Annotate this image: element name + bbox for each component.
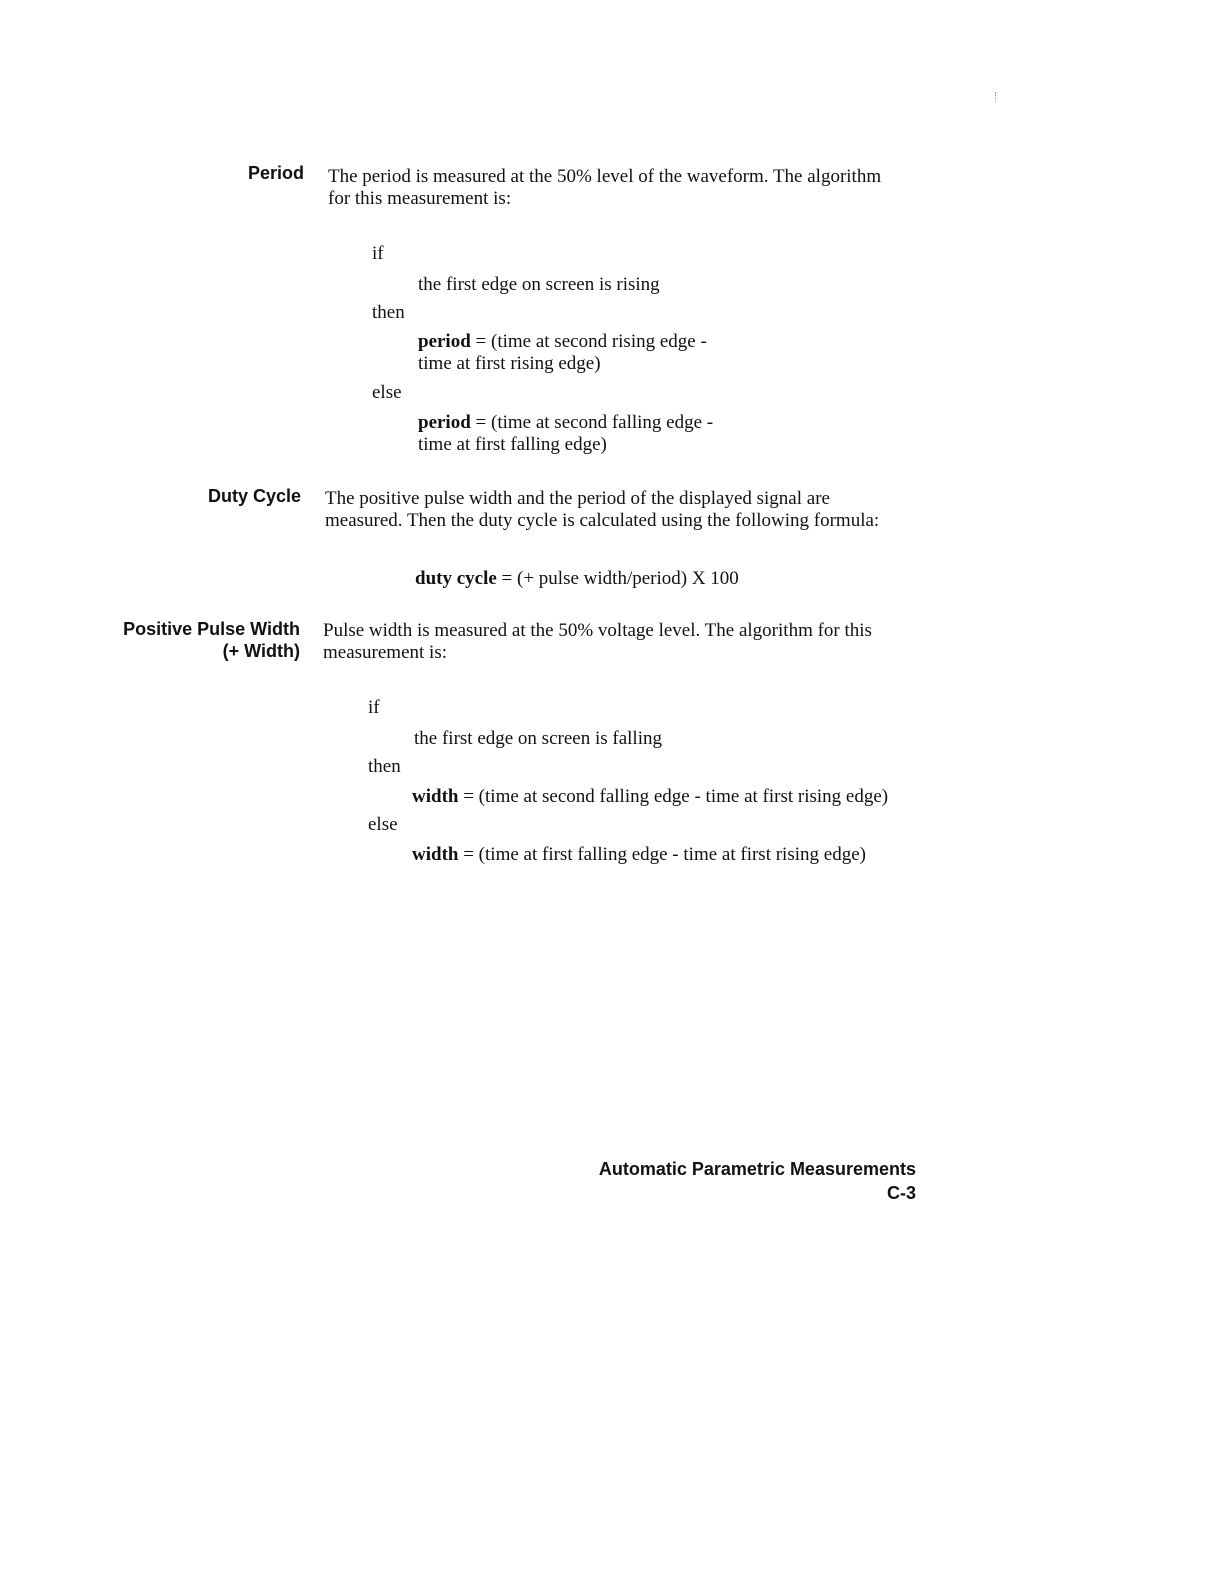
ppw-then-variable: width	[412, 786, 459, 807]
period-condition: the first edge on screen is rising	[418, 274, 660, 295]
ppw-desc-line2: measurement is:	[323, 642, 447, 663]
positive-pulse-width-description	[323, 620, 872, 664]
period-desc-line1: The period is measured at the 50% level of the waveform. The algorithm	[328, 166, 882, 187]
period-else-variable: period	[418, 412, 471, 433]
ppw-desc-line1: Pulse width is measured at the 50% voltage level. The algorithm for this	[323, 620, 872, 641]
period-else-line1	[418, 412, 713, 434]
duty-cycle-expression: = (+ pulse width/period) X 100	[496, 568, 739, 589]
ppw-else-formula	[412, 844, 866, 866]
duty-cycle-variable: duty cycle	[415, 568, 497, 589]
period-else-expression: = (time at second falling edge -	[470, 412, 714, 433]
ppw-then-keyword: then	[368, 756, 401, 777]
period-then-expression: = (time at second rising edge -	[470, 331, 707, 352]
period-then-line2: time at first rising edge)	[418, 353, 601, 374]
positive-pulse-width-heading-line2: (+ Width)	[222, 641, 300, 661]
page-number: C-3	[886, 1183, 916, 1203]
positive-pulse-width-heading	[123, 618, 300, 662]
ppw-condition: the first edge on screen is falling	[414, 728, 662, 749]
ppw-then-expression: = (time at second falling edge - time at first rising edge)	[458, 786, 889, 807]
period-description	[328, 166, 881, 210]
ppw-then-formula	[412, 786, 888, 808]
ppw-else-variable: width	[412, 844, 459, 865]
duty-cycle-heading: Duty Cycle	[207, 486, 301, 506]
footer-title: Automatic Parametric Measurements	[598, 1159, 916, 1179]
ppw-else-keyword: else	[368, 814, 398, 835]
scan-speck	[995, 92, 997, 102]
period-else-keyword: else	[372, 382, 402, 403]
period-then-line1	[418, 331, 707, 353]
period-else-formula	[418, 412, 713, 456]
duty-cycle-formula	[415, 568, 739, 590]
footer	[599, 1157, 916, 1205]
duty-cycle-description	[325, 488, 879, 532]
period-else-line2: time at first falling edge)	[418, 434, 607, 455]
ppw-if-keyword: if	[368, 697, 380, 718]
duty-cycle-desc-line1: The positive pulse width and the period of the displayed signal are	[325, 488, 830, 509]
ppw-else-expression: = (time at first falling edge - time at first rising edge)	[458, 844, 866, 865]
period-then-formula	[418, 331, 707, 375]
period-then-variable: period	[418, 331, 471, 352]
duty-cycle-desc-line2: measured. Then the duty cycle is calculated using the following formula:	[325, 510, 880, 531]
positive-pulse-width-heading-line1: Positive Pulse Width	[123, 619, 300, 639]
period-desc-line2: for this measurement is:	[328, 188, 512, 209]
period-if-keyword: if	[372, 243, 384, 264]
period-heading: Period	[247, 163, 304, 183]
period-then-keyword: then	[372, 302, 405, 323]
